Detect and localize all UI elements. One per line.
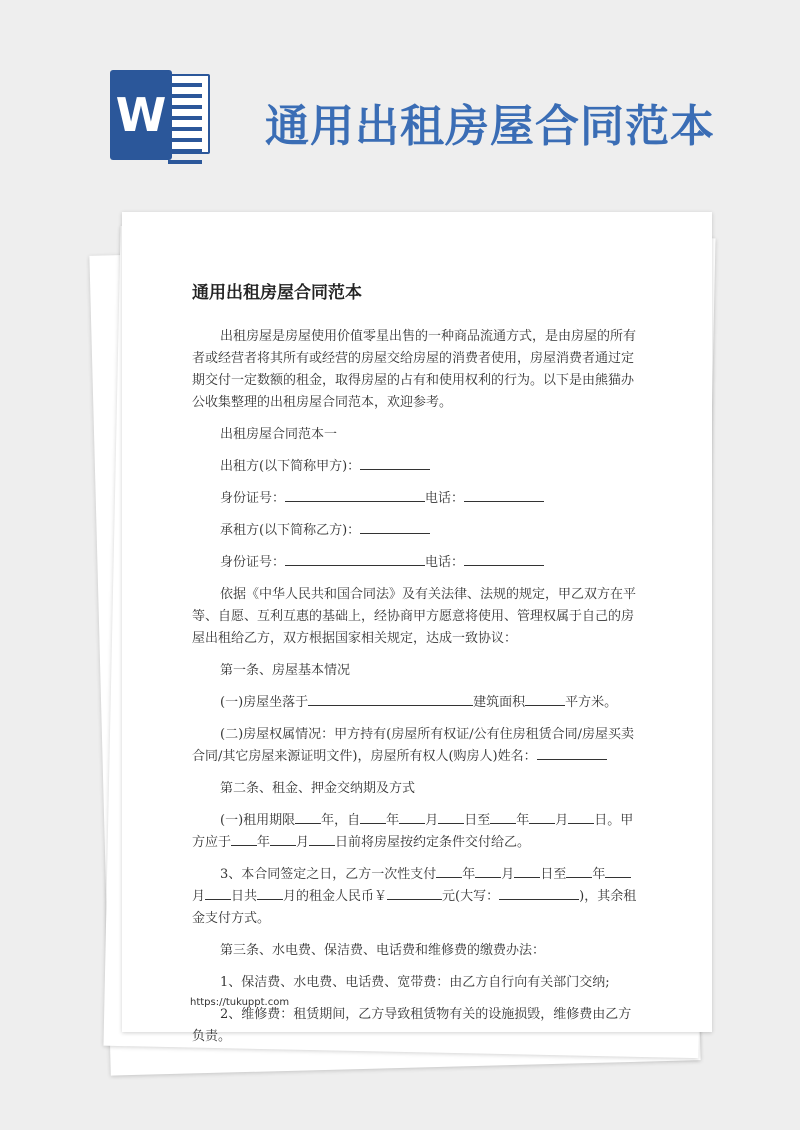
blank xyxy=(438,810,464,824)
term-text: 日前将房屋按约定条件交付给乙。 xyxy=(335,835,531,850)
blank xyxy=(257,886,283,900)
owner-blank xyxy=(537,746,607,760)
tel-blank-1 xyxy=(464,488,544,502)
blank xyxy=(514,864,540,878)
payment-text: 年 xyxy=(592,867,606,882)
location-label: (一)房屋坐落于 xyxy=(220,695,309,710)
term-text: 月 xyxy=(425,813,439,828)
basis-paragraph: 依据《中华人民共和国合同法》及有关法律、法规的规定，甲乙双方在平等、自愿、互利互惠的基础上，经协商甲方愿意将使用、管理权属于自己的房屋出租给乙方，双方根据国家相关规定，达成一致协议： xyxy=(192,587,637,646)
blank xyxy=(566,864,592,878)
tel-label-1: 电话： xyxy=(425,491,465,506)
id-blank-2 xyxy=(285,552,425,566)
ownership-text: (二)房屋权属情况：甲方持有(房屋所有权证/公有住房租赁合同/房屋买卖合同/其它房屋来源证明文件)，房屋所有权人(购房人)姓名： xyxy=(192,727,634,764)
article-2-heading: 第二条、租金、押金交纳期及方式 xyxy=(220,781,416,796)
payment-text: )，其余租金支付方式。 xyxy=(192,889,637,926)
payment-text: 日至 xyxy=(540,867,567,882)
word-logo xyxy=(110,70,210,160)
term-text: 年，自 xyxy=(321,813,361,828)
blank xyxy=(475,864,501,878)
payment-text: 年 xyxy=(462,867,476,882)
intro-paragraph: 出租房屋是房屋使用价值零星出售的一种商品流通方式，是由房屋的所有者或经营者将其所有或经营的房屋交给房屋的消费者使用，房屋消费者通过定期交付一定数额的租金，取得房屋的占有和使用权利的行为。以下是由熊猫办公收集整理的出租房屋合同范本，欢迎参考。 xyxy=(192,329,637,410)
article-1-item-1 xyxy=(192,692,642,714)
id-label-2: 身份证号： xyxy=(220,555,286,570)
lessee-label: 承租方(以下简称乙方)： xyxy=(220,523,361,538)
lessee-blank xyxy=(360,520,430,534)
blank xyxy=(490,810,516,824)
payment-text: 月 xyxy=(501,867,515,882)
payment-text: 3、本合同签定之日，乙方一次性支付 xyxy=(220,867,437,882)
payment-text: 元(大写： xyxy=(442,889,500,904)
term-text: (一)租用期限 xyxy=(220,813,296,828)
blank xyxy=(270,832,296,846)
lessor-blank xyxy=(360,456,430,470)
blank xyxy=(309,832,335,846)
word-icon: W xyxy=(110,70,172,160)
blank xyxy=(605,864,631,878)
term-text: 月 xyxy=(296,835,310,850)
id-line-1 xyxy=(192,488,642,510)
blank xyxy=(499,886,579,900)
blank xyxy=(399,810,425,824)
article-1-item-2 xyxy=(192,724,642,768)
blank xyxy=(387,886,442,900)
section-heading: 出租房屋合同范本一 xyxy=(220,427,338,442)
id-blank-1 xyxy=(285,488,425,502)
term-text: 日至 xyxy=(464,813,491,828)
area-label: 建筑面积 xyxy=(473,695,526,710)
lessee-line xyxy=(192,520,642,542)
term-text: 年 xyxy=(516,813,530,828)
term-text: 日。甲方应于 xyxy=(192,813,634,850)
payment-text: 日共 xyxy=(231,889,258,904)
article-3-heading: 第三条、水电费、保洁费、电话费和维修费的缴费办法： xyxy=(220,943,546,958)
article-3-item-2: 2、维修费：租赁期间，乙方导致租赁物有关的设施损毁，维修费由乙方负责。 xyxy=(192,1007,632,1044)
payment-text: 月 xyxy=(192,889,206,904)
tel-label-2: 电话： xyxy=(425,555,465,570)
blank xyxy=(568,810,594,824)
lessor-label: 出租方(以下简称甲方)： xyxy=(220,459,361,474)
term-text: 年 xyxy=(257,835,271,850)
document-page xyxy=(122,212,712,1044)
id-line-2 xyxy=(192,552,642,574)
footer-url: https://tukuppt.com xyxy=(190,997,290,1008)
doc-title: 通用出租房屋合同范本 xyxy=(192,283,362,303)
term-text: 年 xyxy=(386,813,400,828)
payment-text: 月的租金人民币￥ xyxy=(283,889,388,904)
lessor-line xyxy=(192,456,642,478)
blank xyxy=(295,810,321,824)
article-1-heading: 第一条、房屋基本情况 xyxy=(220,663,351,678)
banner-title: 通用出租房屋合同范本 xyxy=(265,101,715,152)
article-3-item-1: 1、保洁费、水电费、电话费、宽带费：由乙方自行向有关部门交纳; xyxy=(220,975,610,990)
blank xyxy=(529,810,555,824)
blank xyxy=(205,886,231,900)
area-unit: 平方米。 xyxy=(565,695,618,710)
area-blank xyxy=(525,692,565,706)
location-blank xyxy=(308,692,473,706)
blank xyxy=(436,864,462,878)
article-2-item-1 xyxy=(192,810,642,854)
blank xyxy=(231,832,257,846)
id-label-1: 身份证号： xyxy=(220,491,286,506)
article-2-item-3 xyxy=(192,864,642,930)
tel-blank-2 xyxy=(464,552,544,566)
term-text: 月 xyxy=(555,813,569,828)
blank xyxy=(360,810,386,824)
